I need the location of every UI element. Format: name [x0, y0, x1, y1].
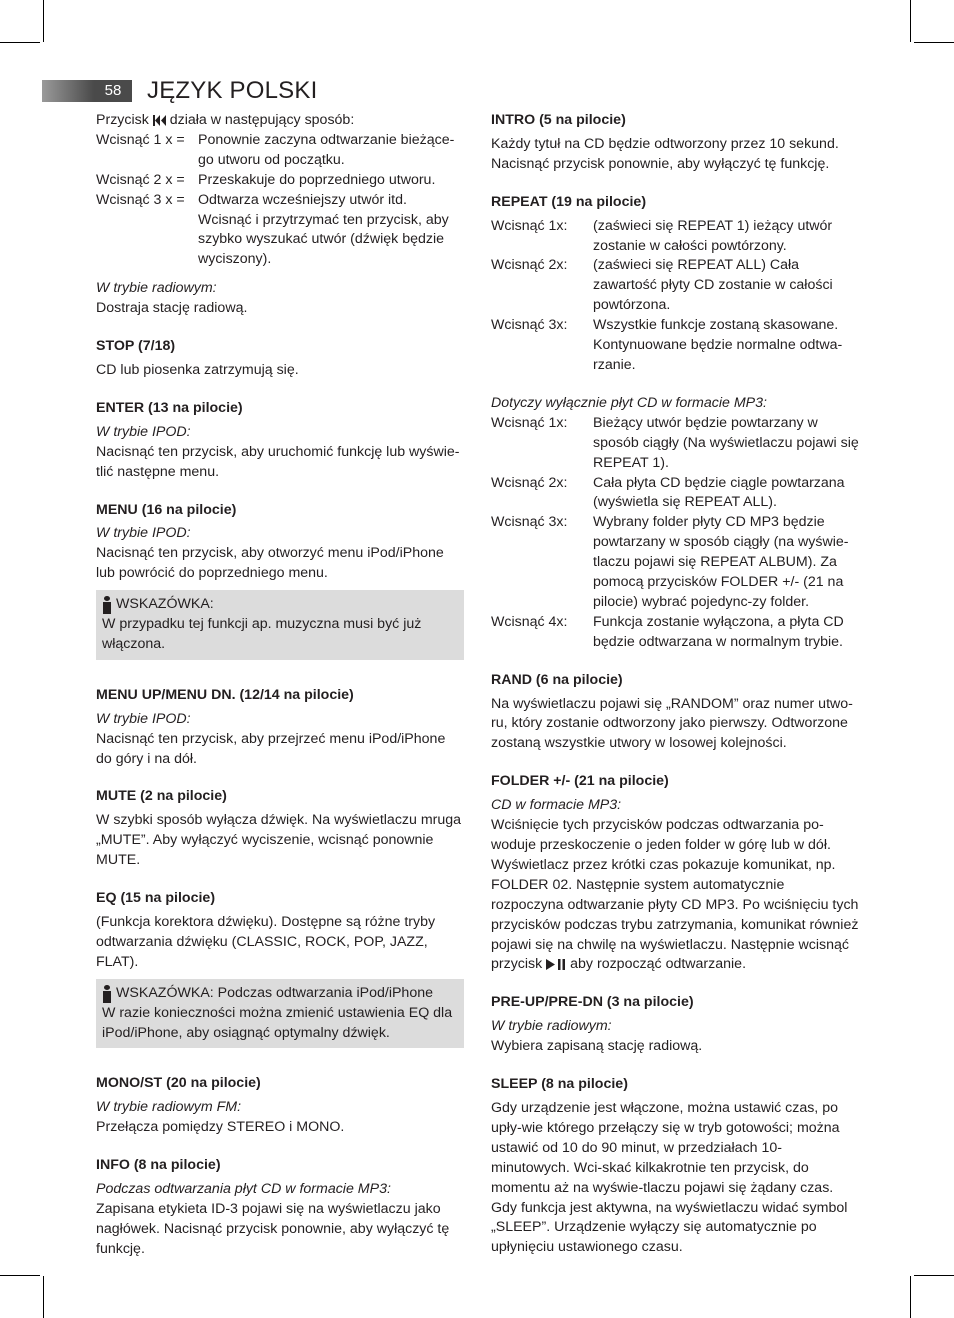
item-key: Wcisnąć 3x: — [491, 514, 568, 531]
section-heading: PRE-UP/PRE-DN (3 na pilocie) — [491, 994, 694, 1011]
item-key: Wcisnąć 3x: — [491, 317, 568, 334]
prev-section — [96, 111, 464, 319]
section-heading: SLEEP (8 na pilocie) — [491, 1076, 628, 1093]
section-text: W szybki sposób wyłącza dźwięk. Na wyświetlaczu mruga „MUTE”. Aby wyłączyć wyciszenie, wcisnąć ponownie MUTE. — [96, 812, 462, 869]
folder-text-after: aby rozpocząć odtwarzanie. — [570, 956, 747, 973]
item-value: Przeskakuje do poprzedniego utworu. — [198, 171, 436, 188]
mode-label: W trybie IPOD: — [96, 423, 191, 440]
item-value: (zaświeci się REPEAT ALL) Cała zawartość płyty CD zostanie w całości powtórzona. — [593, 257, 833, 314]
section-heading: INTRO (5 na pilocie) — [491, 112, 626, 128]
section-text: Każdy tytuł na CD będzie odtworzony przez 10 sekund. Nacisnąć przycisk ponownie, aby wyłączyć tę funkcję. — [491, 135, 839, 172]
crop-mark — [910, 1276, 911, 1318]
left-column — [96, 111, 464, 1260]
crop-mark — [43, 1276, 44, 1318]
section-text: Dostraja stację radiową. — [96, 300, 248, 317]
page-number: 58 — [94, 80, 132, 102]
section-heading: MENU (16 na pilocie) — [96, 501, 237, 518]
play-pause-icon — [546, 959, 566, 970]
section-heading: FOLDER +/- (21 na pilocie) — [491, 773, 669, 790]
list-item — [96, 131, 464, 171]
header-bar — [42, 80, 94, 102]
right-column — [491, 111, 859, 1258]
tip-text: W razie konieczności można zmienić ustawienia EQ dla iPod/iPhone, aby osiągnąć optymalny dźwięk. — [102, 1004, 453, 1041]
info-icon — [102, 596, 112, 614]
item-value: Wybrany folder płyty CD MP3 będzie powtarzany w sposób ciągły (na wyświe-tlaczu pojawi się REPEAT ALBUM). Za pomocą przycisków FOLDER +/- (21 na pilocie) wybrać pojedync-zy folder. — [593, 514, 849, 610]
section-text: Na wyświetlaczu pojawi się „RANDOM” oraz numer utwo-ru, który zostanie odtworzony jako pierwszy. Odtworzone zostaną wszystkie utwory w losowej kolejności. — [491, 695, 853, 752]
section-heading: REPEAT (19 na pilocie) — [491, 193, 647, 210]
list-item — [491, 414, 859, 474]
item-value: Wszystkie funkcje zostaną skasowane. Kontynuowane będzie normalne odtwa-rzanie. — [593, 317, 843, 373]
mode-label: W trybie IPOD: — [96, 525, 191, 542]
list-item — [491, 316, 859, 376]
crop-mark — [0, 1275, 40, 1276]
item-value: Odtwarza wcześniejszy utwór itd. Wcisnąć i przytrzymać ten przycisk, aby szybko wyszukać utwór (dźwięk będzie wyciszony). — [198, 191, 449, 268]
prev-intro-after: działa w następujący sposób: — [169, 112, 355, 128]
mode-label: W trybie radiowym: — [491, 1018, 612, 1035]
mode-label: W trybie radiowym FM: — [96, 1099, 242, 1116]
crop-mark — [914, 1275, 954, 1276]
crop-mark — [0, 42, 40, 43]
item-key: Wcisnąć 4x: — [491, 613, 568, 630]
list-item — [491, 256, 859, 316]
section-heading: MENU UP/MENU DN. (12/14 na pilocie) — [96, 686, 354, 703]
item-key: Wcisnąć 1 x = — [96, 131, 185, 148]
prev-intro-before: Przycisk — [96, 112, 149, 128]
section-text — [491, 816, 859, 975]
tip-box — [96, 590, 464, 660]
section-text: Nacisnąć ten przycisk, aby otworzyć menu iPod/iPhone lub powrócić do poprzedniego menu. — [96, 545, 444, 582]
section-heading: INFO (8 na pilocie) — [96, 1157, 221, 1174]
section-text: Wybiera zapisaną stację radiową. — [491, 1038, 703, 1055]
section-heading: STOP (7/18) — [96, 338, 176, 355]
section-text: CD lub piosenka zatrzymują się. — [96, 361, 299, 378]
section-text: Przełącza pomiędzy STEREO i MONO. — [96, 1119, 345, 1136]
section-text: Nacisnąć ten przycisk, aby uruchomić funkcję lub wyświe-tlić następne menu. — [96, 443, 460, 480]
section-text: (Funkcja korektora dźwięku). Dostępne są różne tryby odtwarzania dźwięku (CLASSIC, ROCK, POP, JAZZ, FLAT). — [96, 914, 436, 970]
item-key: Wcisnąć 2 x = — [96, 171, 185, 188]
mode-label: Dotyczy wyłącznie płyt CD w formacie MP3: — [491, 394, 767, 411]
mode-label: CD w formacie MP3: — [491, 797, 622, 814]
item-key: Wcisnąć 2x: — [491, 257, 568, 274]
tip-text: W przypadku tej funkcji ap. muzyczna musi być już włączona. — [102, 616, 422, 652]
section-heading: MUTE (2 na pilocie) — [96, 788, 227, 805]
mode-label: Podczas odtwarzania płyt CD w formacie MP3: — [96, 1181, 391, 1198]
list-item — [491, 513, 859, 613]
section-heading: ENTER (13 na pilocie) — [96, 399, 243, 416]
list-item — [491, 613, 859, 653]
tip-title: WSKAZÓWKA: — [116, 596, 214, 613]
page-title: JĘZYK POLSKI — [147, 77, 318, 104]
mode-label: W trybie IPOD: — [96, 710, 191, 727]
item-value: Cała płyta CD będzie ciągle powtarzana (wyświetla się REPEAT ALL). — [593, 474, 845, 511]
list-item — [96, 191, 464, 271]
folder-text: Wciśnięcie tych przycisków podczas odtwarzania po-woduje przeskoczenie o jeden folder w górę lub w dół. Wyświetlacz przez krótki czas pokazuje komunikat, np. FOLDER 02. Następnie system automatycznie rozpoczyna odtwarzanie płyty CD MP3. Po wciśnięciu tych przycisków podczas trybu zatrzymania, komunikat również pojawi się na chwilę na wyświetlaczu. Następnie wcisnąć przycisk — [491, 817, 859, 973]
section-heading: RAND (6 na pilocie) — [491, 671, 623, 688]
section-text: Nacisnąć ten przycisk, aby przejrzeć menu iPod/iPhone do góry i na dół. — [96, 730, 446, 767]
item-key: Wcisnąć 1x: — [491, 414, 568, 431]
mode-label: W trybie radiowym: — [96, 280, 217, 297]
item-value: (zaświeci się REPEAT 1) ieżący utwór zostanie w całości powtórzony. — [593, 217, 833, 254]
list-item — [96, 171, 464, 191]
item-value: Bieżący utwór będzie powtarzany w sposób ciągły (Na wyświetlaczu pojawi się REPEAT 1). — [593, 414, 859, 471]
tip-title: WSKAZÓWKA: Podczas odtwarzania iPod/iPhone — [116, 984, 433, 1001]
info-icon — [102, 985, 112, 1003]
item-key: Wcisnąć 2x: — [491, 474, 568, 491]
section-text: Zapisana etykieta ID-3 pojawi się na wyświetlaczu jako nagłówek. Nacisnąć przycisk ponownie, aby wyłączyć tę funkcję. — [96, 1200, 450, 1257]
skip-previous-icon — [153, 115, 166, 126]
list-item — [491, 217, 859, 257]
section-heading: MONO/ST (20 na pilocie) — [96, 1075, 261, 1092]
item-key: Wcisnąć 1x: — [491, 217, 568, 234]
crop-mark — [914, 42, 954, 43]
crop-mark — [910, 0, 911, 42]
section-heading: EQ (15 na pilocie) — [96, 890, 216, 907]
item-value: Ponownie zaczyna odtwarzanie bieżące-go utworu od początku. — [198, 131, 455, 168]
list-item — [491, 474, 859, 514]
item-value: Funkcja zostanie wyłączona, a płyta CD będzie odtwarzana w normalnym trybie. — [593, 613, 844, 650]
crop-mark — [43, 0, 44, 42]
tip-box — [96, 979, 464, 1049]
item-key: Wcisnąć 3 x = — [96, 191, 185, 208]
section-text: Gdy urządzenie jest włączone, można ustawić czas, po upły-wie którego przełączy się w tryb gotowości; można ustawić od 10 do 90 minut, w przedziałach 10-minutowych. Wci-skać kilkakrotnie ten przycisk, do momentu aż na wyświe-tlaczu pojawi się żądany czas. Gdy funkcja jest aktywna, na wyświetlaczu widać symbol „SLEEP”. Urządzenie wyłączy się automatycznie po upłynięciu ustawionego czasu. — [491, 1099, 848, 1256]
